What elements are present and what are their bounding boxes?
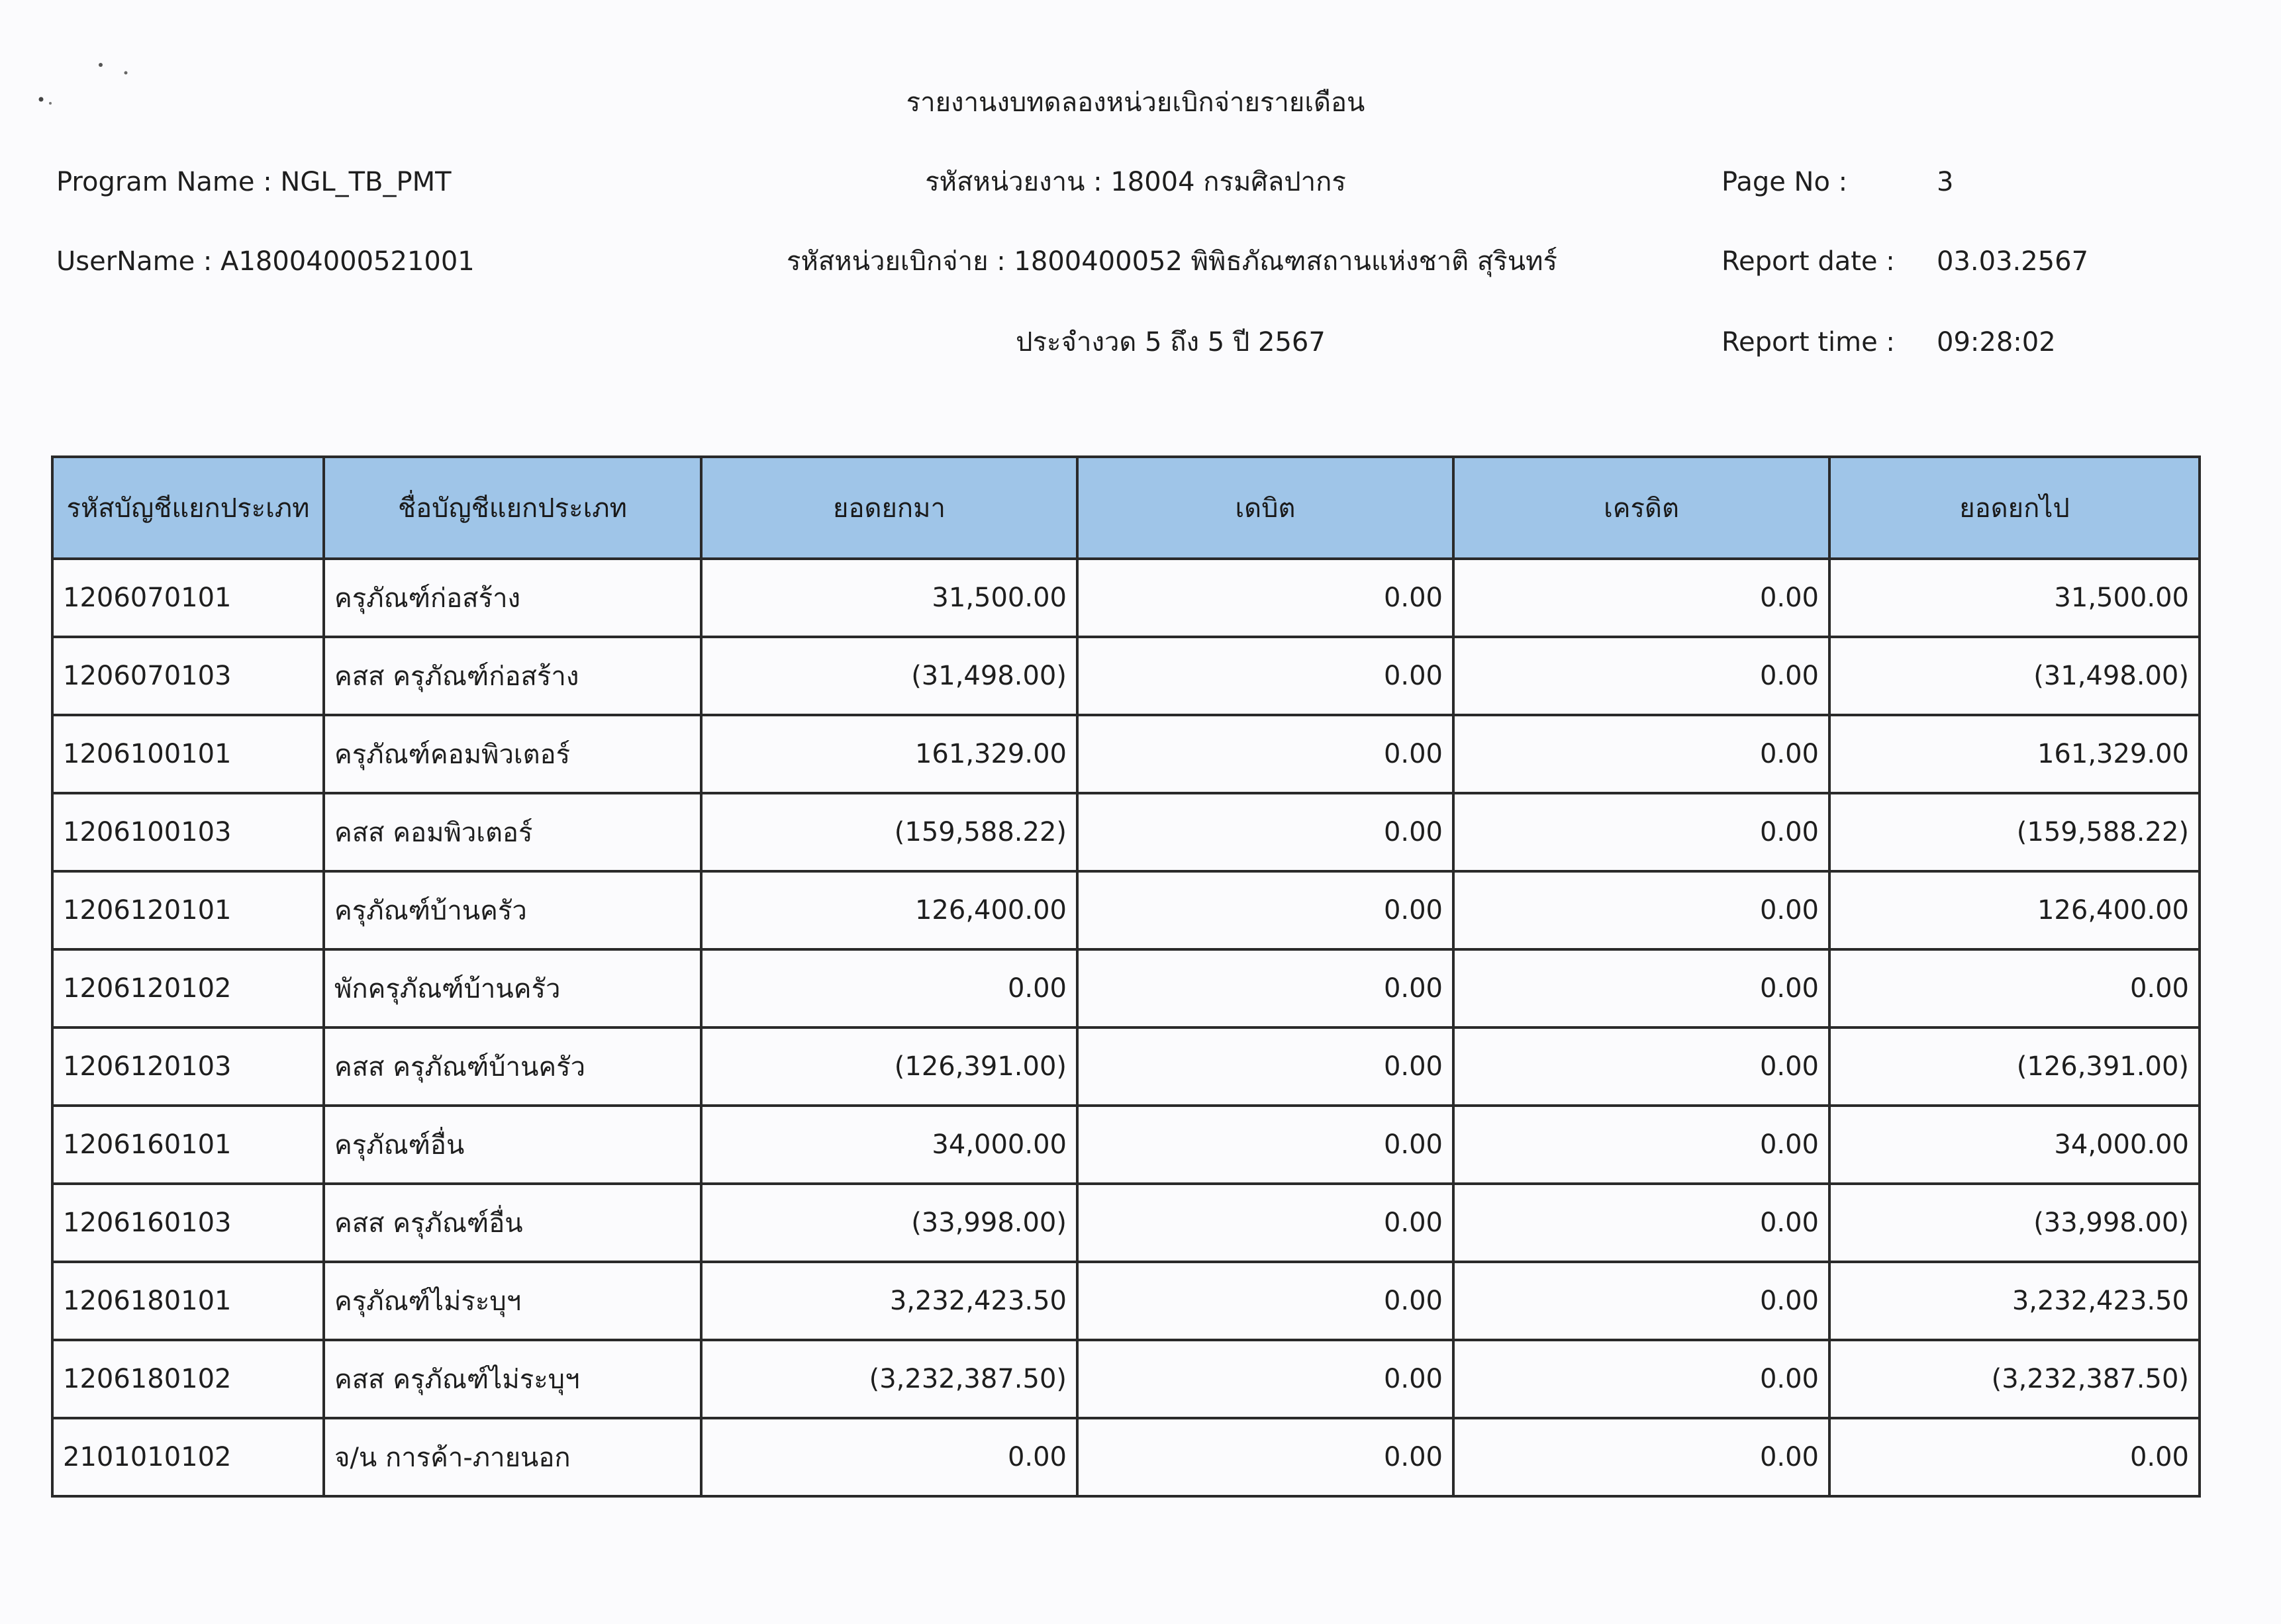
header-closing-balance: ยอดยกไป — [1829, 457, 2200, 559]
cell-debit: 0.00 — [1077, 1418, 1453, 1496]
header-credit: เครดิต — [1453, 457, 1829, 559]
cell-account-code: 1206100101 — [52, 715, 324, 793]
cell-account-code: 1206160103 — [52, 1184, 324, 1262]
table-row — [52, 949, 2200, 1027]
cell-debit: 0.00 — [1077, 949, 1453, 1027]
cell-credit: 0.00 — [1453, 559, 1829, 637]
cell-closing-balance: (3,232,387.50) — [1829, 1340, 2200, 1418]
header-account-name: ชื่อบัญชีแยกประเภท — [324, 457, 701, 559]
cell-closing-balance: (33,998.00) — [1829, 1184, 2200, 1262]
report-title: รายงานงบทดลองหน่วยเบิกจ่ายรายเดือน — [906, 87, 1365, 118]
cell-closing-balance: 34,000.00 — [1829, 1106, 2200, 1184]
cell-account-name: พักครุภัณฑ์บ้านครัว — [324, 949, 701, 1027]
cell-closing-balance: (126,391.00) — [1829, 1027, 2200, 1106]
cell-account-name: ครุภัณฑ์ก่อสร้าง — [324, 559, 701, 637]
report-date-value: 03.03.2567 — [1937, 246, 2089, 277]
cell-account-name: คสส ครุภัณฑ์อื่น — [324, 1184, 701, 1262]
cell-account-name: ครุภัณฑ์บ้านครัว — [324, 871, 701, 949]
table-row — [52, 1184, 2200, 1262]
cell-closing-balance: 0.00 — [1829, 1418, 2200, 1496]
cell-credit: 0.00 — [1453, 1418, 1829, 1496]
table-body — [52, 559, 2200, 1496]
cell-account-code: 1206180101 — [52, 1262, 324, 1340]
cell-credit: 0.00 — [1453, 1340, 1829, 1418]
table-row — [52, 715, 2200, 793]
cell-credit: 0.00 — [1453, 949, 1829, 1027]
cell-account-name: คสส ครุภัณฑ์ก่อสร้าง — [324, 637, 701, 715]
page-no-value: 3 — [1937, 167, 1954, 197]
cell-account-code: 1206160101 — [52, 1106, 324, 1184]
disbursing-unit: รหัสหน่วยเบิกจ่าย : 1800400052 พิพิธภัณฑสถานแห่งชาติ สุรินทร์ — [787, 246, 1557, 277]
table-row — [52, 559, 2200, 637]
cell-opening-balance: (3,232,387.50) — [701, 1340, 1077, 1418]
table-row — [52, 1340, 2200, 1418]
scan-specks — [26, 53, 146, 119]
cell-opening-balance: (31,498.00) — [701, 637, 1077, 715]
table-row — [52, 637, 2200, 715]
header-account-code: รหัสบัญชีแยกประเภท — [52, 457, 324, 559]
cell-opening-balance: (126,391.00) — [701, 1027, 1077, 1106]
cell-account-code: 1206120101 — [52, 871, 324, 949]
username: UserName : A18004000521001 — [56, 246, 475, 277]
cell-opening-balance: 0.00 — [701, 1418, 1077, 1496]
program-name: Program Name : NGL_TB_PMT — [56, 167, 452, 197]
cell-debit: 0.00 — [1077, 1106, 1453, 1184]
cell-credit: 0.00 — [1453, 715, 1829, 793]
cell-debit: 0.00 — [1077, 1184, 1453, 1262]
cell-debit: 0.00 — [1077, 793, 1453, 871]
cell-debit: 0.00 — [1077, 1027, 1453, 1106]
header-debit: เดบิต — [1077, 457, 1453, 559]
table-header-row — [52, 457, 2200, 559]
table-row — [52, 1106, 2200, 1184]
cell-account-code: 1206120103 — [52, 1027, 324, 1106]
cell-credit: 0.00 — [1453, 1106, 1829, 1184]
cell-debit: 0.00 — [1077, 715, 1453, 793]
cell-opening-balance: (159,588.22) — [701, 793, 1077, 871]
cell-opening-balance: 126,400.00 — [701, 871, 1077, 949]
cell-account-code: 1206120102 — [52, 949, 324, 1027]
cell-account-name: จ/น การค้า-ภายนอก — [324, 1418, 701, 1496]
cell-credit: 0.00 — [1453, 1027, 1829, 1106]
cell-closing-balance: 31,500.00 — [1829, 559, 2200, 637]
cell-opening-balance: (33,998.00) — [701, 1184, 1077, 1262]
trial-balance-table — [51, 455, 2201, 1498]
report-time-label: Report time : — [1722, 327, 1895, 358]
cell-closing-balance: 126,400.00 — [1829, 871, 2200, 949]
agency-code: รหัสหน่วยงาน : 18004 กรมศิลปากร — [925, 167, 1346, 197]
cell-opening-balance: 31,500.00 — [701, 559, 1077, 637]
cell-credit: 0.00 — [1453, 637, 1829, 715]
cell-account-name: คสส ครุภัณฑ์ไม่ระบุฯ — [324, 1340, 701, 1418]
cell-opening-balance: 0.00 — [701, 949, 1077, 1027]
report-time-value: 09:28:02 — [1937, 327, 2056, 358]
cell-credit: 0.00 — [1453, 871, 1829, 949]
cell-debit: 0.00 — [1077, 1340, 1453, 1418]
cell-account-code: 1206180102 — [52, 1340, 324, 1418]
cell-debit: 0.00 — [1077, 871, 1453, 949]
cell-opening-balance: 161,329.00 — [701, 715, 1077, 793]
cell-credit: 0.00 — [1453, 1184, 1829, 1262]
table-row — [52, 1262, 2200, 1340]
header-opening-balance: ยอดยกมา — [701, 457, 1077, 559]
cell-credit: 0.00 — [1453, 793, 1829, 871]
table-row — [52, 871, 2200, 949]
cell-debit: 0.00 — [1077, 637, 1453, 715]
cell-account-code: 1206070101 — [52, 559, 324, 637]
page-no-label: Page No : — [1722, 167, 1848, 197]
cell-closing-balance: (159,588.22) — [1829, 793, 2200, 871]
cell-opening-balance: 3,232,423.50 — [701, 1262, 1077, 1340]
cell-opening-balance: 34,000.00 — [701, 1106, 1077, 1184]
cell-closing-balance: 0.00 — [1829, 949, 2200, 1027]
table-row — [52, 1027, 2200, 1106]
cell-account-name: ครุภัณฑ์ไม่ระบุฯ — [324, 1262, 701, 1340]
cell-credit: 0.00 — [1453, 1262, 1829, 1340]
cell-account-name: ครุภัณฑ์อื่น — [324, 1106, 701, 1184]
report-date-label: Report date : — [1722, 246, 1895, 277]
cell-account-code: 1206070103 — [52, 637, 324, 715]
table-row — [52, 793, 2200, 871]
cell-debit: 0.00 — [1077, 559, 1453, 637]
cell-account-name: คสส ครุภัณฑ์บ้านครัว — [324, 1027, 701, 1106]
report-period: ประจำงวด 5 ถึง 5 ปี 2567 — [1016, 327, 1326, 358]
table-row — [52, 1418, 2200, 1496]
cell-closing-balance: 3,232,423.50 — [1829, 1262, 2200, 1340]
cell-account-code: 1206100103 — [52, 793, 324, 871]
cell-account-name: ครุภัณฑ์คอมพิวเตอร์ — [324, 715, 701, 793]
cell-closing-balance: 161,329.00 — [1829, 715, 2200, 793]
cell-debit: 0.00 — [1077, 1262, 1453, 1340]
cell-account-code: 2101010102 — [52, 1418, 324, 1496]
cell-closing-balance: (31,498.00) — [1829, 637, 2200, 715]
cell-account-name: คสส คอมพิวเตอร์ — [324, 793, 701, 871]
